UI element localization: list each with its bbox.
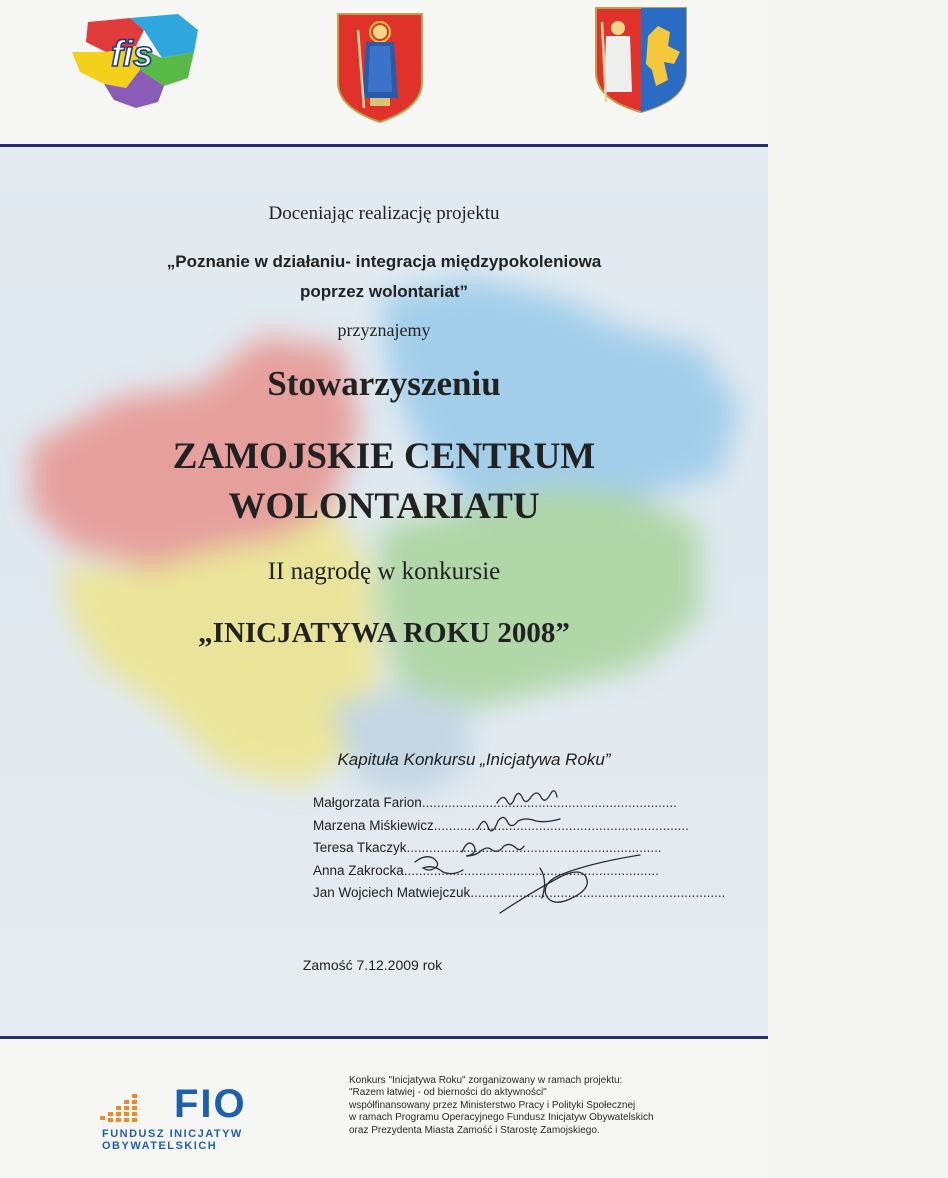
grant-text: przyznajemy	[337, 320, 431, 340]
fis-logo-text: fis	[110, 33, 154, 74]
footer-note-line: "Razem łatwiej - od bierności do aktywności"	[349, 1087, 547, 1099]
recipient-type: Stowarzyszeniu	[267, 364, 501, 403]
jury-member-name: Teresa Tkaczyk	[313, 840, 407, 855]
organization-name	[0, 432, 768, 532]
zamosc-county-coat-of-arms-icon	[594, 6, 688, 114]
place-and-date: Zamość 7.12.2009 rok	[302, 957, 443, 973]
project-title-line2: poprzez wolontariat”	[299, 282, 469, 301]
fis-puzzle-logo-icon	[66, 8, 202, 112]
jury-member	[313, 792, 677, 815]
footer-note	[349, 1075, 654, 1137]
signature-dotted-line: ....................................................................	[403, 862, 659, 878]
jury-members-list	[313, 792, 726, 905]
project-title-line1: „Poznanie w działaniu- integracja międzypokoleniowa	[166, 252, 602, 271]
jury-member	[313, 882, 726, 905]
fio-logo-subtitle-line2: OBYWATELSKICH	[102, 1140, 218, 1152]
footer-note-line: oraz Prezydenta Miasta Zamość i Starostę Zamojskiego.	[349, 1124, 600, 1136]
organization-name-line1: ZAMOJSKIE CENTRUM	[172, 436, 596, 477]
fio-bars-logo-icon	[100, 1090, 150, 1124]
intro-text: Doceniając realizację projektu	[268, 203, 500, 224]
fio-logo	[90, 1084, 290, 1154]
jury-member-name: Małgorzata Farion	[313, 795, 422, 810]
jury-member	[313, 860, 659, 883]
award-text: II nagrodę w konkursie	[267, 558, 501, 585]
fio-logo-subtitle-line1: FUNDUSZ INICJATYW	[102, 1128, 243, 1140]
jury-title: Kapituła Konkursu „Inicjatywa Roku”	[337, 750, 611, 769]
fio-logo-text: FIO	[174, 1082, 247, 1126]
contest-name: „INICJATYWA ROKU 2008”	[198, 617, 570, 649]
footer-note-line: w ramach Programu Operacyjnego Fundusz Inicjatyw Obywatelskich	[349, 1112, 654, 1124]
organization-name-line2: WOLONTARIATU	[228, 486, 540, 527]
signature-dotted-line: ....................................................................	[470, 885, 726, 900]
zamosc-city-coat-of-arms-icon	[336, 12, 424, 124]
footer-note-line: Konkurs "Inicjatywa Roku" zorganizowany w ramach projektu:	[349, 1075, 623, 1086]
project-title	[0, 247, 768, 307]
signature-dotted-line: ....................................................................	[433, 817, 689, 833]
jury-member-name: Marzena Miśkiewicz	[313, 817, 434, 833]
signature-dotted-line: ....................................................................	[406, 840, 662, 855]
jury-member-name: Jan Wojciech Matwiejczuk	[313, 885, 471, 900]
jury-member	[313, 815, 689, 838]
footer-note-line: współfinansowany przez Ministerstwo Pracy i Polityki Społecznej	[349, 1099, 636, 1111]
jury-member-name: Anna Zakrocka	[313, 862, 404, 878]
signature-dotted-line: ....................................................................	[421, 795, 677, 810]
jury-member	[313, 837, 662, 860]
